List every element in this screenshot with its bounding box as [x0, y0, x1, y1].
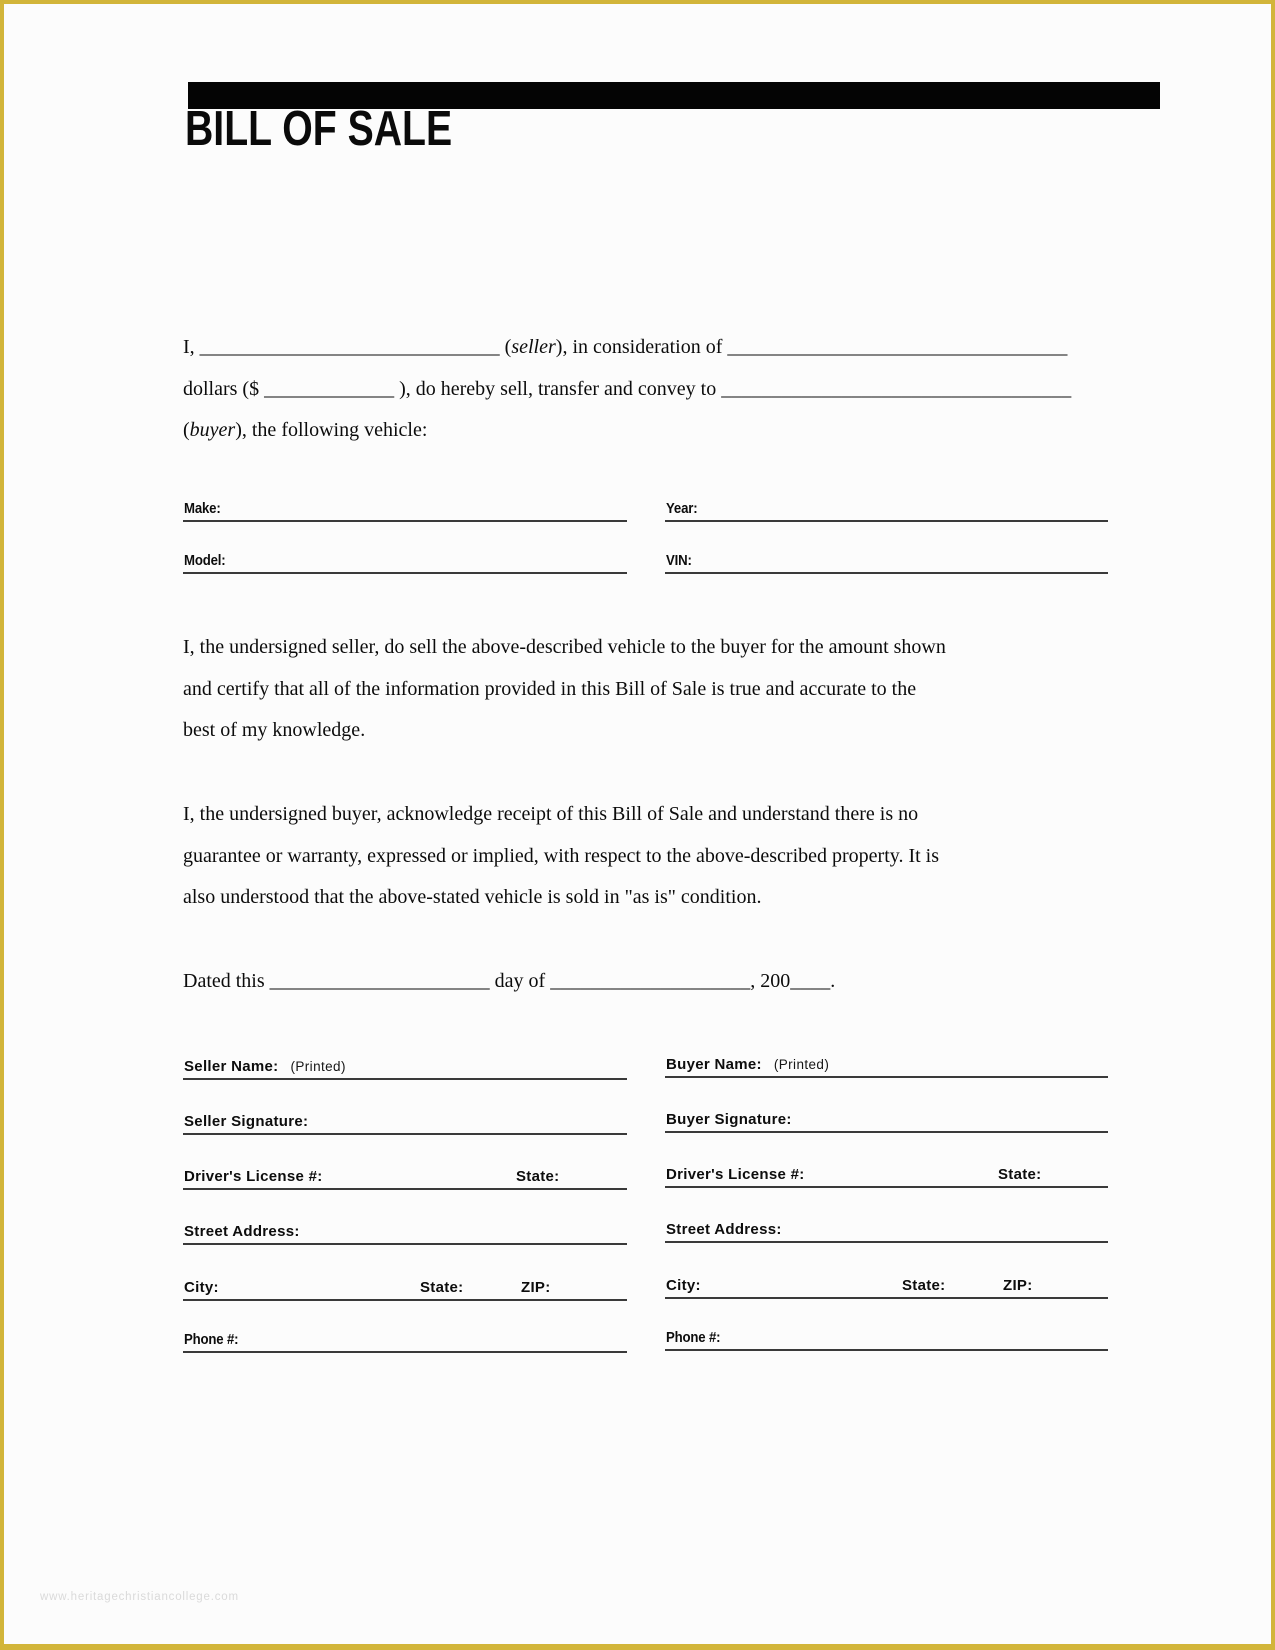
intro-line-3 [183, 410, 1128, 452]
buyer-statement-line-3: also understood that the above-stated vehicle is sold in "as is" condition. [183, 886, 762, 908]
seller-dl-state-label: State: [516, 1168, 560, 1185]
seller-phone-field [183, 1325, 627, 1353]
seller-name-text: Seller Name: [184, 1058, 279, 1075]
buyer-city-label: City: [666, 1277, 701, 1294]
buyer-phone-label: Phone #: [666, 1329, 721, 1346]
intro-line-2 [183, 369, 1128, 411]
text-segment: ( [499, 336, 512, 358]
buyer-printed-hint: (Printed) [773, 1057, 830, 1072]
seller-city-label: City: [184, 1279, 219, 1296]
text-segment: dollars ($ _____________ ), do hereby sell, transfer and convey to ___________________________________ [183, 377, 1072, 400]
year-field [665, 494, 1108, 522]
text-segment: ), in consideration of [555, 336, 728, 358]
dated-line [183, 961, 1128, 1003]
model-field [183, 546, 627, 574]
text-segment: I, [183, 336, 200, 358]
seller-statement-line-2: and certify that all of the information provided in this Bill of Sale is true and accurate to the [183, 677, 917, 700]
consideration-blank: __________________________________ [727, 336, 1068, 358]
make-field [183, 494, 627, 522]
seller-name-field [183, 1052, 627, 1080]
model-label: Model: [184, 552, 226, 569]
vin-label: VIN: [666, 552, 692, 569]
make-label: Make: [184, 500, 221, 517]
seller-word: seller [511, 336, 556, 358]
page-border-left [0, 0, 4, 1650]
buyer-dl-state-label: State: [998, 1166, 1042, 1183]
buyer-phone-field [665, 1323, 1108, 1351]
buyer-drivers-license-label: Driver's License #: [666, 1166, 805, 1183]
seller-statement-line-3: best of my knowledge. [183, 719, 366, 741]
seller-statement [183, 627, 1128, 752]
seller-drivers-license-label: Driver's License #: [184, 1168, 323, 1185]
dated-text: Dated this ______________________ day of ____________________, 200____. [183, 970, 836, 992]
seller-street-address-field [183, 1217, 627, 1245]
buyer-name-text: Buyer Name: [666, 1056, 762, 1073]
buyer-name-field [665, 1050, 1108, 1078]
seller-street-address-label: Street Address: [184, 1223, 300, 1240]
seller-name-blank: ______________________________ [199, 336, 500, 358]
page-border-right [1271, 0, 1275, 1650]
seller-name-label [184, 1058, 346, 1075]
text-segment: ), the following vehicle: [235, 419, 428, 441]
buyer-signature-field [665, 1105, 1108, 1133]
buyer-street-address-label: Street Address: [666, 1221, 782, 1238]
intro-paragraph [183, 327, 1128, 452]
buyer-zip-label: ZIP: [1003, 1277, 1033, 1294]
buyer-city-state-label: State: [902, 1277, 946, 1294]
page-border-top [0, 0, 1275, 4]
year-label: Year: [666, 500, 698, 517]
vin-field [665, 546, 1108, 574]
seller-statement-line-1: I, the undersigned seller, do sell the above-described vehicle to the buyer for the amount shown [183, 636, 946, 658]
buyer-statement [183, 794, 1128, 919]
seller-city-field [183, 1273, 627, 1301]
seller-zip-label: ZIP: [521, 1279, 551, 1296]
intro-line-1 [183, 327, 1128, 369]
buyer-city-field [665, 1271, 1108, 1299]
seller-drivers-license-field [183, 1162, 627, 1190]
buyer-signature-label: Buyer Signature: [666, 1111, 792, 1128]
seller-city-state-label: State: [420, 1279, 464, 1296]
page-title: BILL OF SALE [185, 102, 453, 156]
buyer-street-address-field [665, 1215, 1108, 1243]
buyer-word: buyer [189, 419, 236, 441]
buyer-statement-line-1: I, the undersigned buyer, acknowledge receipt of this Bill of Sale and understand there is no [183, 803, 919, 825]
seller-signature-field [183, 1107, 627, 1135]
buyer-statement-line-2: guarantee or warranty, expressed or implied, with respect to the above-described property. It is [183, 844, 940, 867]
text-segment: ( [183, 419, 190, 441]
page-border-bottom [0, 1644, 1275, 1650]
seller-printed-hint: (Printed) [290, 1059, 346, 1074]
buyer-name-label [666, 1056, 829, 1073]
seller-signature-label: Seller Signature: [184, 1113, 309, 1130]
watermark: www.heritagechristiancollege.com [40, 1591, 239, 1603]
seller-phone-label: Phone #: [184, 1331, 239, 1348]
buyer-drivers-license-field [665, 1160, 1108, 1188]
